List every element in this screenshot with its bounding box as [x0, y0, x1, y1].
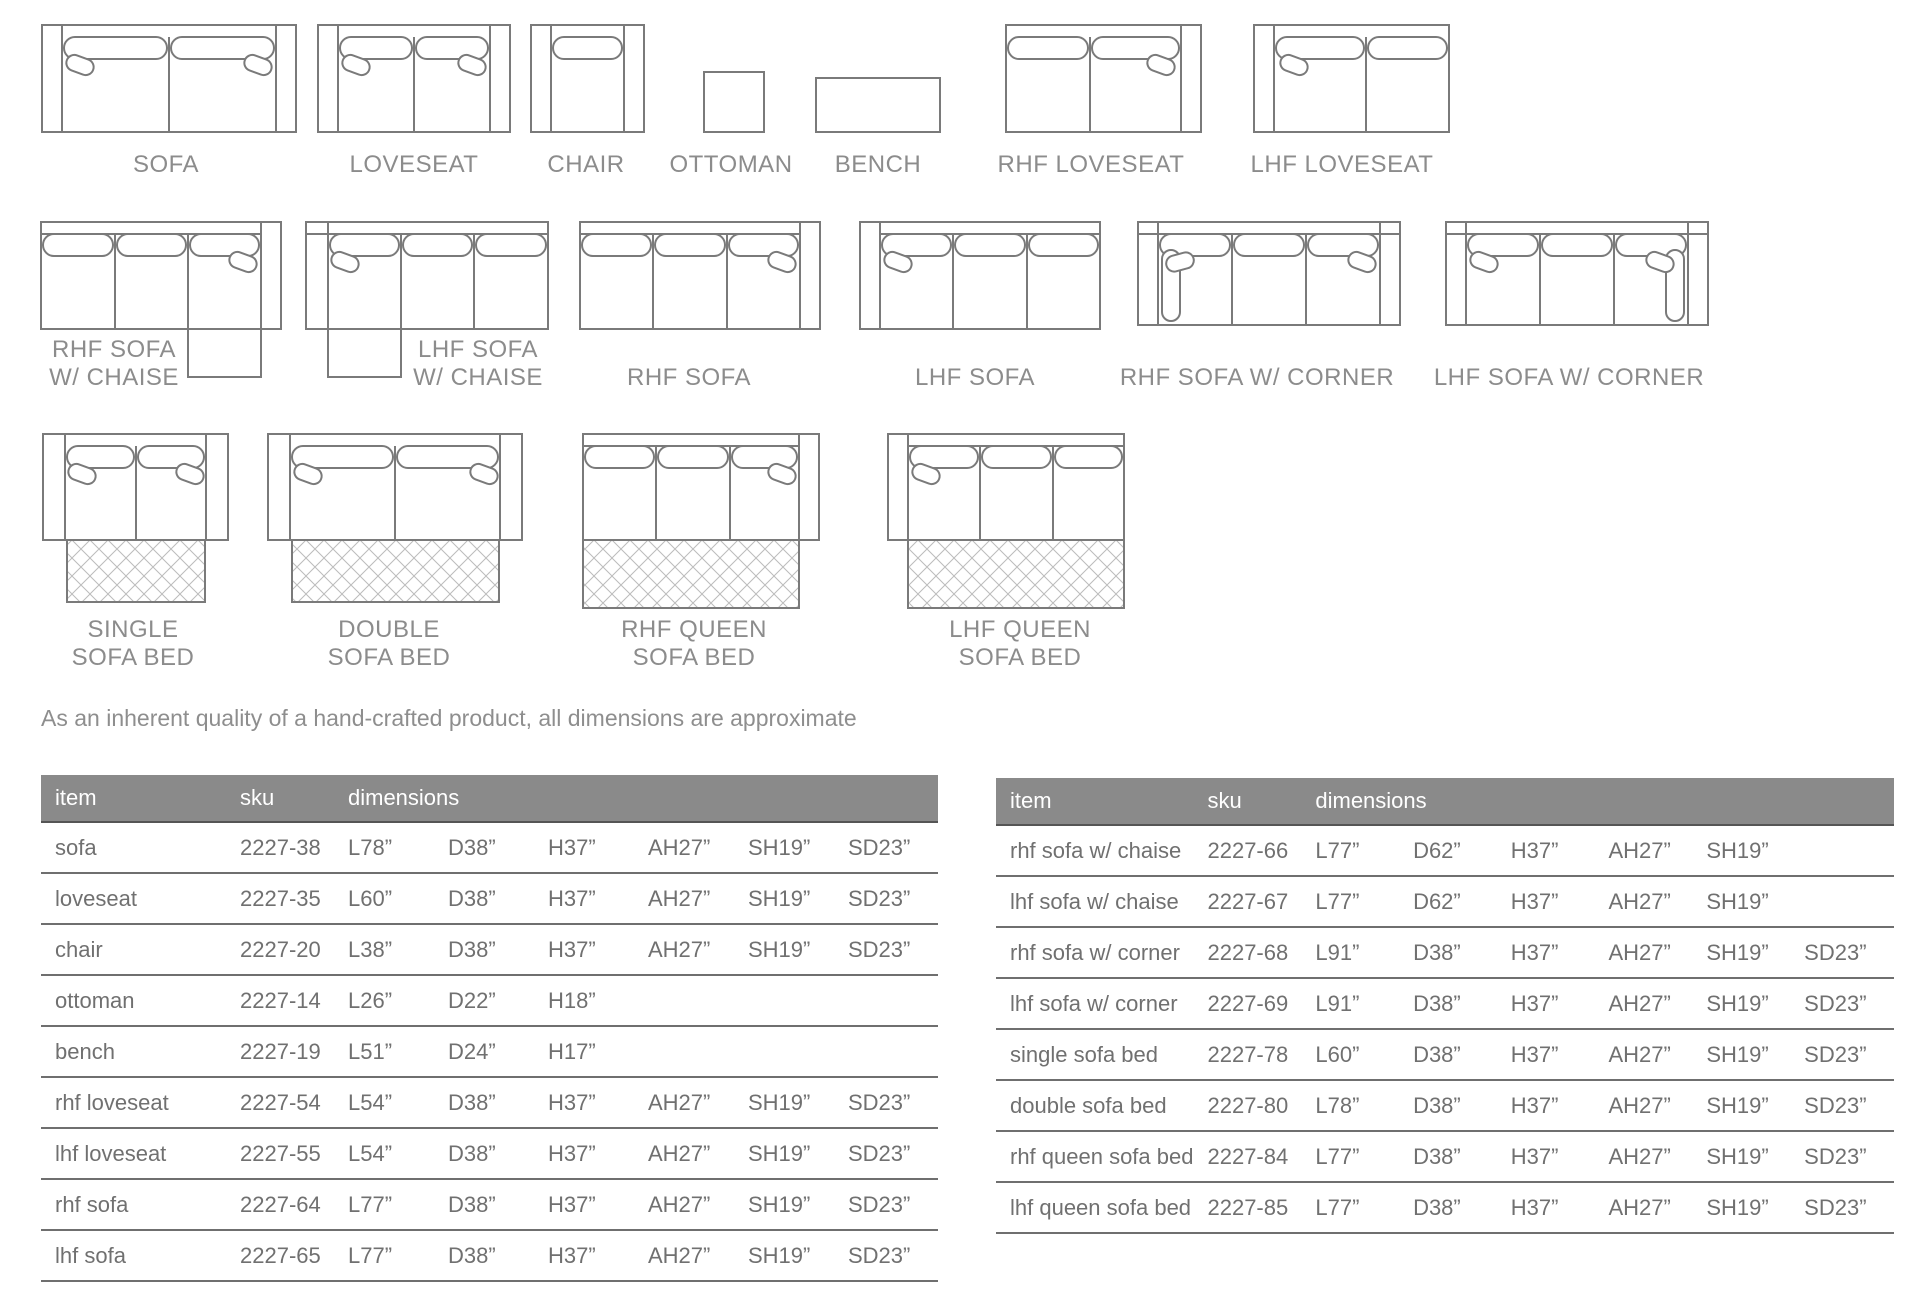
- cell-item: rhf sofa: [41, 1179, 226, 1230]
- cell-seat-depth: SD23”: [1790, 1080, 1894, 1131]
- cell-seat-depth: SD23”: [1790, 1182, 1894, 1233]
- cell-length: L78”: [1301, 1080, 1399, 1131]
- cell-item: rhf loveseat: [41, 1077, 226, 1128]
- cell-item: chair: [41, 924, 226, 975]
- cell-length: L77”: [1301, 1182, 1399, 1233]
- bed-mattress: [292, 540, 499, 602]
- cell-length: L60”: [1301, 1029, 1399, 1080]
- cell-length: L77”: [1301, 825, 1399, 876]
- cell-sku: 2227-55: [226, 1128, 334, 1179]
- cell-arm-height: AH27”: [634, 873, 734, 924]
- cell-depth: D38”: [434, 924, 534, 975]
- chair-diagram: [531, 25, 644, 132]
- diagram-label-rhf-sofa-chaise: RHF SOFA: [51, 336, 177, 363]
- cell-item: bench: [41, 1026, 226, 1077]
- cell-seat-depth: [1790, 876, 1894, 927]
- ottoman-diagram: [704, 72, 764, 132]
- table-row: [41, 822, 938, 873]
- cell-arm-height: AH27”: [634, 1077, 734, 1128]
- double-sofa-bed-diagram: [268, 434, 522, 602]
- diagram-label-rhf-loveseat: RHF LOVESEAT: [997, 151, 1185, 178]
- diagram-label-chair: CHAIR: [547, 151, 625, 178]
- cell-seat-height: SH19”: [734, 1179, 834, 1230]
- rhf-sofa-diagram: [580, 222, 820, 329]
- cell-seat-depth: SD23”: [834, 1128, 938, 1179]
- back-cushion: [476, 234, 546, 256]
- back-cushion: [1092, 37, 1179, 59]
- cell-sku: 2227-85: [1193, 1182, 1301, 1233]
- diagram-label-single-sofa-bed: SOFA BED: [71, 644, 195, 671]
- cell-arm-height: AH27”: [634, 1128, 734, 1179]
- table-row: [996, 927, 1894, 978]
- back-cushion: [1308, 234, 1378, 256]
- cell-item: ottoman: [41, 975, 226, 1026]
- cell-arm-height: AH27”: [1595, 876, 1693, 927]
- cell-height: H37”: [534, 1179, 634, 1230]
- back-cushion: [582, 234, 651, 256]
- cell-seat-depth: SD23”: [834, 873, 938, 924]
- bed-mattress: [67, 540, 205, 602]
- cell-height: H37”: [1497, 876, 1595, 927]
- cell-length: L51”: [334, 1026, 434, 1077]
- cell-arm-height: AH27”: [1595, 978, 1693, 1029]
- cell-seat-depth: SD23”: [834, 1230, 938, 1281]
- cell-depth: D38”: [434, 1077, 534, 1128]
- cell-length: L77”: [334, 1179, 434, 1230]
- diagram-label-ottoman: OTTOMAN: [669, 151, 793, 178]
- diagram-label-lhf-sofa-chaise: LHF SOFA: [417, 336, 539, 363]
- cell-arm-height: [634, 975, 734, 1026]
- cell-height: H37”: [1497, 825, 1595, 876]
- cell-depth: D38”: [1399, 1131, 1497, 1182]
- cell-seat-height: SH19”: [734, 924, 834, 975]
- cell-sku: 2227-78: [1193, 1029, 1301, 1080]
- cell-length: L54”: [334, 1128, 434, 1179]
- diagram-label-lhf-queen-sofa-bed: LHF QUEEN: [949, 616, 1091, 643]
- table-row: [41, 1179, 938, 1230]
- cell-sku: 2227-66: [1193, 825, 1301, 876]
- cell-seat-depth: SD23”: [834, 1077, 938, 1128]
- cell-height: H37”: [534, 873, 634, 924]
- table-row: [996, 876, 1894, 927]
- cell-height: H37”: [1497, 978, 1595, 1029]
- cell-arm-height: AH27”: [1595, 1029, 1693, 1080]
- header-item: item: [996, 778, 1193, 825]
- cell-item: lhf sofa w/ corner: [996, 978, 1193, 1029]
- table-row: [996, 1131, 1894, 1182]
- header-sku: sku: [1193, 778, 1301, 825]
- cell-length: L54”: [334, 1077, 434, 1128]
- header-item: item: [41, 775, 226, 822]
- cell-item: double sofa bed: [996, 1080, 1193, 1131]
- cell-item: sofa: [41, 822, 226, 873]
- bench-diagram: [816, 78, 940, 132]
- table-row: [41, 873, 938, 924]
- cell-sku: 2227-35: [226, 873, 334, 924]
- cell-depth: D62”: [1399, 825, 1497, 876]
- back-cushion: [658, 446, 728, 468]
- diagram-label-loveseat: LOVESEAT: [349, 151, 479, 178]
- cell-height: H18”: [534, 975, 634, 1026]
- cell-seat-height: SH19”: [734, 873, 834, 924]
- back-cushion: [553, 37, 622, 59]
- cell-depth: D22”: [434, 975, 534, 1026]
- table-row: [41, 975, 938, 1026]
- cell-sku: 2227-14: [226, 975, 334, 1026]
- cell-seat-depth: SD23”: [1790, 1029, 1894, 1080]
- cell-depth: D38”: [1399, 1182, 1497, 1233]
- sofa-diagram: [42, 25, 296, 132]
- back-cushion: [1368, 37, 1447, 59]
- single-sofa-bed-diagram: [43, 434, 228, 602]
- diagram-label-sofa: SOFA: [132, 151, 200, 178]
- diagram-label-rhf-sofa-chaise: W/ CHAISE: [49, 364, 179, 391]
- cell-item: lhf sofa w/ chaise: [996, 876, 1193, 927]
- table-header-row: [41, 775, 938, 822]
- diagram-label-lhf-sofa: LHF SOFA: [914, 364, 1036, 391]
- cell-length: L38”: [334, 924, 434, 975]
- cell-arm-height: AH27”: [1595, 1131, 1693, 1182]
- diagram-label-lhf-loveseat: LHF LOVESEAT: [1250, 151, 1434, 178]
- back-cushion: [729, 234, 798, 256]
- spec-table-left: [41, 775, 938, 1282]
- cell-depth: D38”: [434, 873, 534, 924]
- cell-seat-height: SH19”: [1692, 927, 1790, 978]
- cell-sku: 2227-38: [226, 822, 334, 873]
- back-cushion: [117, 234, 186, 256]
- cell-length: L26”: [334, 975, 434, 1026]
- cell-item: lhf queen sofa bed: [996, 1182, 1193, 1233]
- cell-seat-height: SH19”: [1692, 1131, 1790, 1182]
- cell-seat-height: SH19”: [1692, 1182, 1790, 1233]
- cell-arm-height: AH27”: [1595, 1080, 1693, 1131]
- cell-sku: 2227-54: [226, 1077, 334, 1128]
- cell-sku: 2227-19: [226, 1026, 334, 1077]
- cell-item: rhf sofa w/ corner: [996, 927, 1193, 978]
- back-cushion: [732, 446, 797, 468]
- back-cushion: [403, 234, 472, 256]
- cell-arm-height: AH27”: [634, 1230, 734, 1281]
- diagram-label-single-sofa-bed: SINGLE: [87, 616, 179, 643]
- cell-length: L78”: [334, 822, 434, 873]
- diagram-label-double-sofa-bed: DOUBLE: [338, 616, 440, 643]
- cell-item: loveseat: [41, 873, 226, 924]
- cell-seat-depth: SD23”: [1790, 927, 1894, 978]
- back-cushion: [190, 234, 259, 256]
- cell-seat-height: [734, 975, 834, 1026]
- cell-sku: 2227-20: [226, 924, 334, 975]
- cell-height: H37”: [534, 924, 634, 975]
- rhf-queen-sofa-bed-diagram: [583, 434, 819, 608]
- cell-arm-height: AH27”: [634, 822, 734, 873]
- cell-seat-height: SH19”: [1692, 1080, 1790, 1131]
- cell-depth: D62”: [1399, 876, 1497, 927]
- table-row: [41, 1128, 938, 1179]
- rhf-sofa-corner-diagram: [1138, 222, 1400, 325]
- cell-height: H37”: [534, 1230, 634, 1281]
- cell-depth: D38”: [1399, 927, 1497, 978]
- table-row: [41, 1230, 938, 1281]
- cell-height: H37”: [1497, 1182, 1595, 1233]
- cell-length: L91”: [1301, 927, 1399, 978]
- back-cushion: [982, 446, 1051, 468]
- cell-depth: D38”: [434, 1230, 534, 1281]
- cell-sku: 2227-67: [1193, 876, 1301, 927]
- cell-seat-depth: SD23”: [834, 1179, 938, 1230]
- frame-outline: [816, 78, 940, 132]
- cell-length: L91”: [1301, 978, 1399, 1029]
- cell-sku: 2227-65: [226, 1230, 334, 1281]
- table-row: [996, 978, 1894, 1029]
- diagram-label-double-sofa-bed: SOFA BED: [327, 644, 451, 671]
- cell-arm-height: AH27”: [1595, 1182, 1693, 1233]
- bed-mattress: [583, 540, 799, 608]
- back-cushion: [1542, 234, 1612, 256]
- cell-depth: D38”: [434, 1128, 534, 1179]
- cell-depth: D38”: [1399, 1029, 1497, 1080]
- table-row: [996, 825, 1894, 876]
- diagram-label-lhf-sofa-corner: LHF SOFA W/ CORNER: [1433, 364, 1705, 391]
- frame-outline: [704, 72, 764, 132]
- table-row: [41, 1026, 938, 1077]
- table-row: [996, 1080, 1894, 1131]
- cell-height: H37”: [1497, 927, 1595, 978]
- loveseat-diagram: [318, 25, 510, 132]
- back-cushion: [1008, 37, 1088, 59]
- frame-outline: [188, 329, 261, 377]
- diagram-label-lhf-sofa-chaise: W/ CHAISE: [413, 364, 543, 391]
- cell-seat-depth: SD23”: [1790, 1131, 1894, 1182]
- cell-seat-depth: [834, 1026, 938, 1077]
- cell-arm-height: AH27”: [634, 924, 734, 975]
- diagram-label-rhf-sofa: RHF SOFA: [626, 364, 752, 391]
- cell-item: single sofa bed: [996, 1029, 1193, 1080]
- cell-seat-height: SH19”: [1692, 978, 1790, 1029]
- cell-height: H17”: [534, 1026, 634, 1077]
- cell-height: H37”: [1497, 1080, 1595, 1131]
- cell-seat-height: SH19”: [734, 822, 834, 873]
- diagram-label-lhf-queen-sofa-bed: SOFA BED: [958, 644, 1082, 671]
- cell-length: L77”: [1301, 876, 1399, 927]
- back-cushion: [655, 234, 725, 256]
- table-header-row: [996, 778, 1894, 825]
- back-cushion: [585, 446, 654, 468]
- lhf-sofa-corner-diagram: [1446, 222, 1708, 325]
- table-row: [41, 1077, 938, 1128]
- cell-height: H37”: [534, 1077, 634, 1128]
- header-dimensions: dimensions: [1301, 778, 1894, 825]
- cell-arm-height: AH27”: [1595, 825, 1693, 876]
- diagram-label-rhf-queen-sofa-bed: RHF QUEEN: [621, 616, 767, 643]
- cell-item: lhf sofa: [41, 1230, 226, 1281]
- cell-depth: D38”: [1399, 978, 1497, 1029]
- cell-depth: D38”: [434, 1179, 534, 1230]
- cell-sku: 2227-64: [226, 1179, 334, 1230]
- cell-item: rhf sofa w/ chaise: [996, 825, 1193, 876]
- back-cushion: [1234, 234, 1304, 256]
- cell-seat-height: SH19”: [1692, 876, 1790, 927]
- disclaimer-note: As an inherent quality of a hand-crafted product, all dimensions are approximate: [41, 705, 857, 731]
- cell-depth: D38”: [1399, 1080, 1497, 1131]
- header-sku: sku: [226, 775, 334, 822]
- cell-length: L60”: [334, 873, 434, 924]
- back-cushion: [1055, 446, 1122, 468]
- diagram-label-rhf-queen-sofa-bed: SOFA BED: [632, 644, 756, 671]
- cell-length: L77”: [334, 1230, 434, 1281]
- cell-seat-height: SH19”: [1692, 825, 1790, 876]
- cell-height: H37”: [534, 822, 634, 873]
- cell-item: rhf queen sofa bed: [996, 1131, 1193, 1182]
- bed-mattress: [908, 540, 1124, 608]
- back-cushion: [138, 446, 204, 468]
- table-row: [41, 924, 938, 975]
- cell-item: lhf loveseat: [41, 1128, 226, 1179]
- cell-height: H37”: [1497, 1029, 1595, 1080]
- frame-outline: [328, 329, 401, 377]
- cell-sku: 2227-84: [1193, 1131, 1301, 1182]
- cell-arm-height: AH27”: [1595, 927, 1693, 978]
- diagram-label-bench: BENCH: [834, 151, 922, 178]
- table-row: [996, 1029, 1894, 1080]
- table-row: [996, 1182, 1894, 1233]
- diagram-label-rhf-sofa-corner: RHF SOFA W/ CORNER: [1119, 364, 1395, 391]
- cell-arm-height: AH27”: [634, 1179, 734, 1230]
- cell-sku: 2227-68: [1193, 927, 1301, 978]
- lhf-sofa-diagram: [860, 222, 1100, 329]
- cell-seat-depth: [1790, 825, 1894, 876]
- back-cushion: [416, 37, 488, 59]
- back-cushion: [43, 234, 113, 256]
- cell-sku: 2227-69: [1193, 978, 1301, 1029]
- cell-height: H37”: [534, 1128, 634, 1179]
- cell-arm-height: [634, 1026, 734, 1077]
- cell-seat-depth: [834, 975, 938, 1026]
- back-cushion: [955, 234, 1025, 256]
- cell-seat-height: SH19”: [1692, 1029, 1790, 1080]
- cell-seat-height: SH19”: [734, 1128, 834, 1179]
- header-dimensions: dimensions: [334, 775, 938, 822]
- cell-height: H37”: [1497, 1131, 1595, 1182]
- lhf-loveseat-diagram: [1254, 25, 1449, 132]
- cell-seat-depth: SD23”: [1790, 978, 1894, 1029]
- cell-depth: D24”: [434, 1026, 534, 1077]
- cell-seat-depth: SD23”: [834, 924, 938, 975]
- lhf-queen-sofa-bed-diagram: [888, 434, 1124, 608]
- cell-seat-depth: SD23”: [834, 822, 938, 873]
- spec-table-right: [996, 778, 1894, 1234]
- cell-sku: 2227-80: [1193, 1080, 1301, 1131]
- cell-seat-height: SH19”: [734, 1230, 834, 1281]
- cell-depth: D38”: [434, 822, 534, 873]
- cell-seat-height: [734, 1026, 834, 1077]
- cell-length: L77”: [1301, 1131, 1399, 1182]
- back-cushion: [1029, 234, 1098, 256]
- rhf-loveseat-diagram: [1006, 25, 1201, 132]
- cell-seat-height: SH19”: [734, 1077, 834, 1128]
